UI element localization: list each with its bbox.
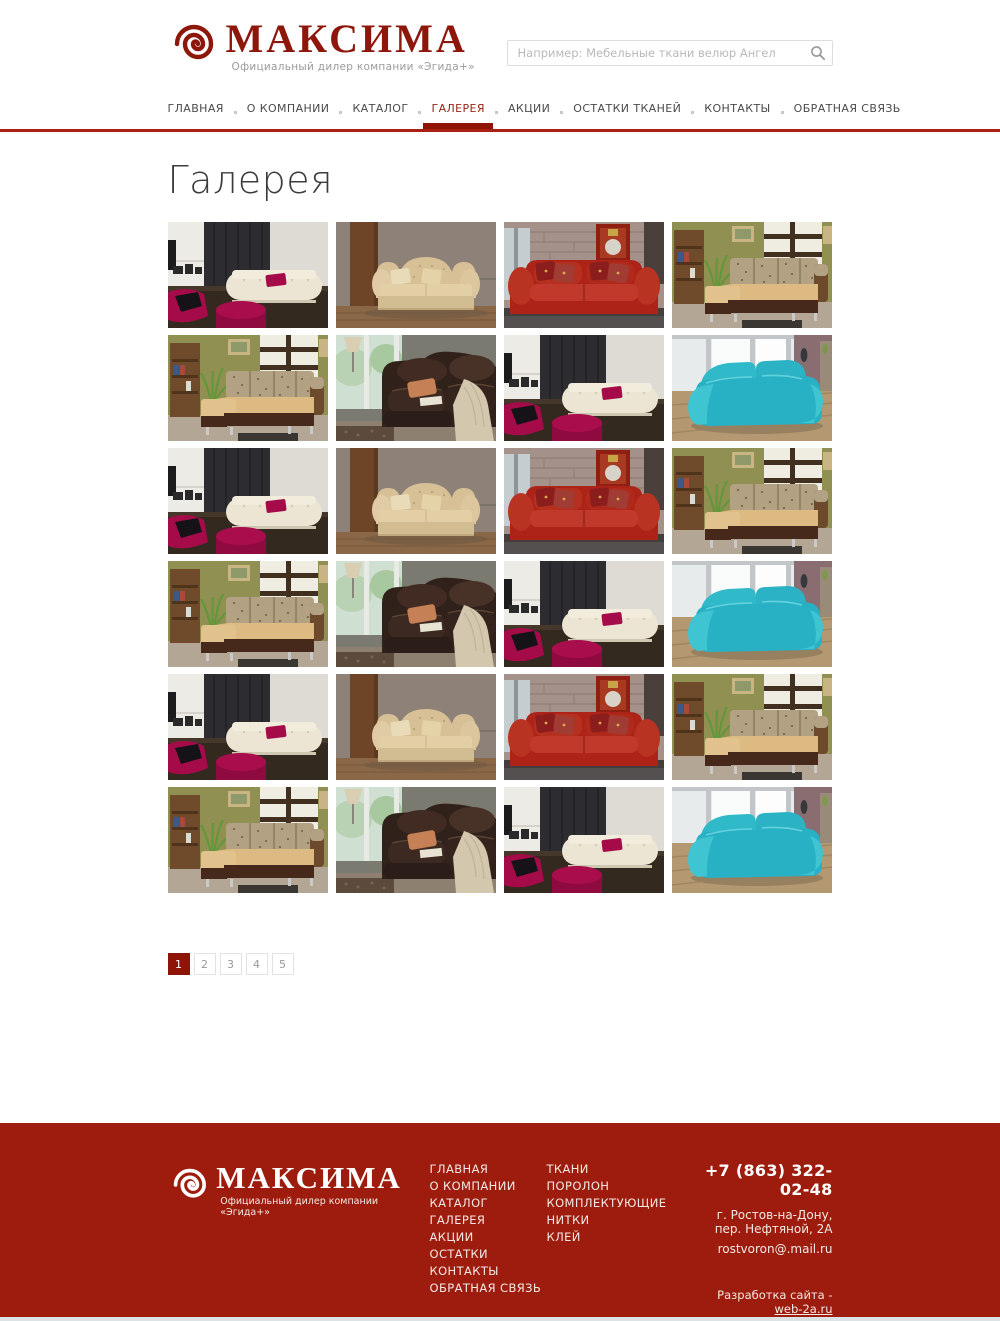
nav-item-6[interactable]: КОНТАКТЫ — [704, 102, 771, 115]
footer-nav-link-7[interactable]: ОБРАТНАЯ СВЯЗЬ — [429, 1281, 542, 1295]
gallery-item-brown-leather-sofa[interactable] — [336, 787, 496, 893]
sofa-photo — [336, 561, 496, 667]
footer-nav-link-0[interactable]: ГЛАВНАЯ — [429, 1162, 489, 1176]
sofa-photo — [168, 561, 328, 667]
gallery-item-corner-sofa-green-room[interactable] — [672, 222, 832, 328]
nav-item-3[interactable]: ГАЛЕРЕЯ — [431, 96, 484, 129]
footer-brand-name: МАКСИМА — [216, 1160, 402, 1195]
gallery-item-cream-sofa-red-ottoman[interactable] — [168, 674, 328, 780]
footer-nav-link-4[interactable]: АКЦИИ — [429, 1230, 474, 1244]
footer-credits — [689, 1288, 833, 1316]
nav-item-2[interactable]: КАТАЛОГ — [352, 102, 409, 115]
gallery-item-turquoise-sofa[interactable] — [672, 787, 832, 893]
sofa-photo — [504, 448, 664, 554]
sofa-photo — [168, 787, 328, 893]
gallery-item-corner-sofa-green-room[interactable] — [168, 787, 328, 893]
pagination-page-5[interactable]: 5 — [272, 953, 294, 975]
sofa-photo — [672, 222, 832, 328]
site-footer — [0, 1123, 1000, 1317]
nav-item-7[interactable]: ОБРАТНАЯ СВЯЗЬ — [793, 102, 901, 115]
sofa-photo — [168, 335, 328, 441]
gallery-item-beige-tufted-sofa[interactable] — [336, 674, 496, 780]
gallery-item-corner-sofa-green-room[interactable] — [672, 674, 832, 780]
gallery-item-cream-sofa-red-ottoman[interactable] — [168, 448, 328, 554]
footer-nav-link-6[interactable]: КОНТАКТЫ — [429, 1264, 499, 1278]
footer-product-link-4[interactable]: КЛЕЙ — [546, 1230, 581, 1244]
footer-product-link-2[interactable]: КОМПЛЕКТУЮЩИЕ — [546, 1196, 667, 1210]
pagination-page-4[interactable]: 4 — [246, 953, 268, 975]
sofa-photo — [672, 448, 832, 554]
footer-logo[interactable] — [168, 1161, 430, 1218]
site-header — [0, 0, 1000, 132]
gallery-item-corner-sofa-green-room[interactable] — [672, 448, 832, 554]
sofa-photo — [336, 674, 496, 780]
gallery-item-corner-sofa-green-room[interactable] — [168, 561, 328, 667]
sofa-photo — [336, 222, 496, 328]
pagination — [168, 953, 833, 1123]
footer-nav-link-2[interactable]: КАТАЛОГ — [429, 1196, 488, 1210]
footer-nav-link-3[interactable]: ГАЛЕРЕЯ — [429, 1213, 486, 1227]
gallery-item-red-leather-sofa[interactable] — [504, 222, 664, 328]
gallery-item-cream-sofa-red-ottoman[interactable] — [504, 335, 664, 441]
sofa-photo — [504, 561, 664, 667]
footer-nav-link-5[interactable]: ОСТАТКИ — [429, 1247, 489, 1261]
nav-item-4[interactable]: АКЦИИ — [507, 102, 551, 115]
logo[interactable] — [168, 18, 475, 73]
nav-item-1[interactable]: О КОМПАНИИ — [246, 102, 330, 115]
spiral-logo-icon — [168, 18, 220, 70]
sofa-photo — [504, 335, 664, 441]
gallery-item-brown-leather-sofa[interactable] — [336, 335, 496, 441]
sofa-photo — [672, 561, 832, 667]
footer-product-link-0[interactable]: ТКАНИ — [546, 1162, 589, 1176]
page-bottom-strip — [0, 1317, 1000, 1321]
footer-contacts — [689, 1161, 833, 1316]
pagination-page-3[interactable]: 3 — [220, 953, 242, 975]
footer-brand-tagline: Официальный дилер компании «Эгида+» — [220, 1196, 379, 1218]
gallery-item-corner-sofa-green-room[interactable] — [168, 335, 328, 441]
sofa-photo — [504, 787, 664, 893]
gallery-item-cream-sofa-red-ottoman[interactable] — [504, 787, 664, 893]
footer-product-link-1[interactable]: ПОРОЛОН — [546, 1179, 610, 1193]
credits-text: Разработка сайта - — [717, 1288, 833, 1302]
gallery-item-cream-sofa-red-ottoman[interactable] — [504, 561, 664, 667]
search-icon[interactable] — [810, 45, 826, 61]
sofa-photo — [168, 674, 328, 780]
gallery-item-cream-sofa-red-ottoman[interactable] — [168, 222, 328, 328]
sofa-photo — [504, 674, 664, 780]
footer-spiral-logo-icon — [168, 1163, 212, 1207]
sofa-photo — [672, 787, 832, 893]
gallery-item-red-leather-sofa[interactable] — [504, 448, 664, 554]
sofa-photo — [672, 674, 832, 780]
gallery-item-turquoise-sofa[interactable] — [672, 335, 832, 441]
sofa-photo — [672, 335, 832, 441]
footer-email[interactable]: rostvoron@.mail.ru — [717, 1242, 833, 1256]
sofa-photo — [168, 448, 328, 554]
main-content — [168, 158, 833, 1123]
gallery-item-beige-tufted-sofa[interactable] — [336, 448, 496, 554]
search-box — [507, 40, 833, 66]
credits-link[interactable]: web-2a.ru — [774, 1302, 833, 1316]
footer-phone: +7 (863) 322-02-48 — [704, 1161, 833, 1199]
footer-product-links — [547, 1161, 689, 1246]
footer-nav-links — [430, 1161, 547, 1297]
pagination-page-1[interactable]: 1 — [168, 953, 190, 975]
main-nav — [167, 96, 901, 129]
nav-band — [0, 96, 1000, 132]
sofa-photo — [336, 787, 496, 893]
footer-nav-link-1[interactable]: О КОМПАНИИ — [429, 1179, 516, 1193]
gallery-item-brown-leather-sofa[interactable] — [336, 561, 496, 667]
nav-item-0[interactable]: ГЛАВНАЯ — [167, 102, 224, 115]
page-title: Галерея — [167, 158, 334, 202]
gallery-item-beige-tufted-sofa[interactable] — [336, 222, 496, 328]
brand-name: МАКСИМА — [225, 16, 468, 61]
search-input[interactable] — [507, 40, 833, 66]
gallery-grid — [168, 222, 833, 893]
pagination-page-2[interactable]: 2 — [194, 953, 216, 975]
footer-product-link-3[interactable]: НИТКИ — [546, 1213, 590, 1227]
brand-tagline: Официальный дилер компании «Эгида+» — [231, 61, 475, 73]
sofa-photo — [336, 448, 496, 554]
sofa-photo — [168, 222, 328, 328]
sofa-photo — [336, 335, 496, 441]
gallery-item-red-leather-sofa[interactable] — [504, 674, 664, 780]
sofa-photo — [504, 222, 664, 328]
gallery-item-turquoise-sofa[interactable] — [672, 561, 832, 667]
footer-address: г. Ростов-на-Дону, пер. Нефтяной, 2А — [714, 1208, 833, 1236]
nav-item-5[interactable]: ОСТАТКИ ТКАНЕЙ — [573, 102, 682, 115]
